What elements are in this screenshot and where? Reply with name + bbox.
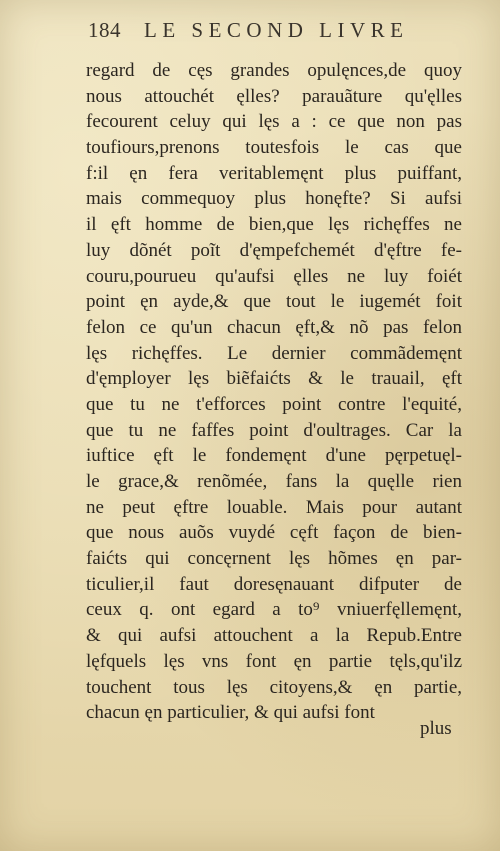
text-line: le grace,& renõmée, fans la quęlle rien xyxy=(86,471,462,492)
text-line: couru,pourueu qu'aufsi ęlles ne luy foiét xyxy=(86,265,462,287)
text-line: mais commequoy plus honęfte? Si aufsi xyxy=(86,188,462,210)
text-line: ceux q. ont egard a to⁹ vniuerfęllemęnt, xyxy=(86,599,462,621)
page-header xyxy=(88,18,448,48)
text-line: luy dõnét poĩt d'ęmpefchemét d'ęftre fe- xyxy=(86,239,462,261)
text-line: chacun ęn particulier, & qui aufsi font xyxy=(86,702,375,724)
text-line: il ęft homme de bien,que lęs richęffes ne xyxy=(86,214,462,236)
text-line: lęs richęffes. Le dernier commãdemęnt xyxy=(86,342,462,364)
text-line: lęfquels lęs vns font ęn partie tęls,qu'ilz xyxy=(86,650,462,672)
text-line: point ęn ayde,& que tout le iugemét foit xyxy=(86,291,462,313)
text-line: & qui aufsi attouchent a la Repub.Entre xyxy=(86,625,462,647)
text-line: iuftice ęft le fondemęnt d'une pęrpetuęl- xyxy=(86,445,462,467)
text-line: que nous auõs vuydé cęft façon de bien- xyxy=(86,522,462,544)
text-line: regard de cęs grandes opulęnces,de quoy xyxy=(86,60,462,81)
catchword: plus xyxy=(420,718,452,739)
text-line: toufiours,prenons toutesfois le cas que xyxy=(86,137,462,159)
text-line: f:il ęn fera veritablemęnt plus puiffant, xyxy=(86,162,462,184)
text-line: nous attouchét ęlles? parauãture qu'ęlles xyxy=(86,85,462,107)
text-line: ne peut ęftre louable. Mais pour autant xyxy=(86,496,462,518)
text-line: que tu ne t'efforces point contre l'equité, xyxy=(86,393,462,415)
body-text xyxy=(86,58,462,726)
page-number: 184 xyxy=(88,18,121,42)
text-line: touchent tous lęs citoyens,& ęn partie, xyxy=(86,676,462,698)
text-line: faićts qui concęrnent lęs hõmes ęn par- xyxy=(86,548,462,570)
text-line: fecourent celuy qui lęs a : ce que non pas xyxy=(86,111,462,133)
text-line: d'ęmployer lęs biẽfaićts & le trauail, ęft xyxy=(86,368,462,390)
running-title: LE SECOND LIVRE xyxy=(144,18,409,42)
text-line: felon ce qu'un chacun ęft,& nõ pas felon xyxy=(86,316,462,338)
text-line: ticulier,il faut doresęnauant difputer de xyxy=(86,573,462,595)
text-line: que tu ne faffes point d'oultrages. Car la xyxy=(86,419,462,441)
